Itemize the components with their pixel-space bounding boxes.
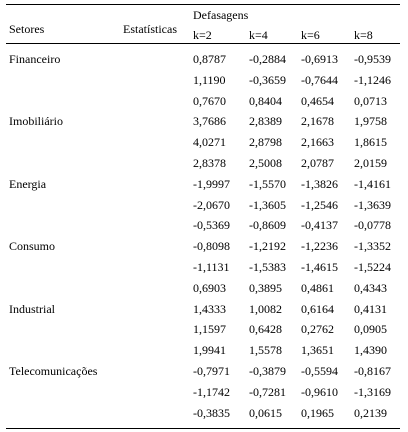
sector-label: Imobiliário: [9, 114, 63, 129]
sector-label: Industrial: [9, 301, 55, 316]
table-header-rule: [6, 43, 400, 44]
table-cell: 1,8615: [354, 135, 387, 150]
table-cell: 0,8404: [249, 93, 282, 108]
table-cell: 0,7670: [193, 93, 226, 108]
table-cell: 2,8798: [249, 135, 282, 150]
table-cell: -1,3605: [249, 197, 286, 212]
table-cell: 0,6903: [193, 280, 226, 295]
table-cell: -0,9539: [354, 52, 391, 66]
table-cell: 0,6164: [301, 301, 334, 316]
header-statistics: Estatísticas: [123, 22, 177, 36]
table-cell: 0,4131: [354, 301, 387, 316]
table-cell: -0,9610: [301, 384, 338, 399]
table-cell: -0,3879: [249, 364, 286, 378]
header-k-8: k=8: [354, 28, 373, 42]
table-cell: 1,3651: [301, 343, 334, 358]
sector-label: Financeiro: [9, 52, 61, 66]
table-cell: -0,7281: [249, 384, 286, 399]
header-sectors: Setores: [9, 22, 45, 36]
table-cell: 1,1597: [193, 322, 226, 337]
table-cell: -1,3639: [354, 197, 391, 212]
table-cell: 1,9941: [193, 343, 226, 358]
table-cell: 0,6428: [249, 322, 282, 337]
table-cell: -1,9997: [193, 176, 230, 191]
sector-label: Energia: [9, 176, 47, 191]
table-bottom-rule: [6, 428, 400, 429]
table-cell: -1,3826: [301, 176, 338, 191]
header-k-6: k=6: [301, 28, 320, 42]
header-k-2: k=2: [193, 28, 212, 42]
table-cell: 1,0082: [249, 301, 282, 316]
sector-label: Consumo: [9, 239, 56, 254]
table-cell: 2,0787: [301, 156, 334, 170]
table-cell: 0,4861: [301, 280, 334, 295]
table-cell: -0,8609: [249, 218, 286, 233]
table-cell: 1,9758: [354, 114, 387, 129]
table-cell: -0,7644: [301, 72, 338, 87]
header-lags: Defasagens: [193, 8, 249, 22]
table-cell: -0,4137: [301, 218, 338, 233]
table-cell: -0,7971: [193, 364, 230, 378]
table-cell: -0,2884: [249, 52, 286, 66]
table-cell: 1,4390: [354, 343, 387, 358]
table-cell: -0,0778: [354, 218, 391, 233]
table-cell: 0,8787: [193, 52, 226, 66]
table-cell: 1,4333: [193, 301, 226, 316]
table-cell: -1,5224: [354, 260, 391, 274]
table-cell: 2,0159: [354, 156, 387, 170]
table-cell: -0,3659: [249, 72, 286, 87]
table-cell: -0,6913: [301, 52, 338, 66]
table-cell: -1,4161: [354, 176, 391, 191]
table-cell: 0,2139: [354, 405, 387, 420]
table-top-rule: [6, 4, 400, 5]
table-cell: -0,5369: [193, 218, 230, 233]
table-cell: 0,4343: [354, 280, 387, 295]
table-cell: -1,2236: [301, 239, 338, 254]
table-cell: 1,1190: [193, 72, 226, 87]
table-cell: 2,1678: [301, 114, 334, 129]
table-cell: -1,1131: [193, 260, 230, 274]
table-cell: -0,3835: [193, 405, 230, 420]
table-cell: -1,1742: [193, 384, 230, 399]
table-cell: 0,2762: [301, 322, 334, 337]
table-cell: 0,0615: [249, 405, 282, 420]
header-k-4: k=4: [249, 28, 268, 42]
table-cell: -1,5570: [249, 176, 286, 191]
table-cell: -0,8098: [193, 239, 230, 254]
table-cell: -1,3169: [354, 384, 391, 399]
sector-label: Telecomunicações: [9, 364, 98, 378]
table-cell: -0,8167: [354, 364, 391, 378]
table-cell: -1,2192: [249, 239, 286, 254]
table-cell: 2,8378: [193, 156, 226, 170]
table-cell: 0,0713: [354, 93, 387, 108]
table-cell: -1,1246: [354, 72, 391, 87]
table-cell: -2,0670: [193, 197, 230, 212]
table-cell: 2,1663: [301, 135, 334, 150]
table-cell: 3,7686: [193, 114, 226, 129]
table-cell: 0,0905: [354, 322, 387, 337]
table-cell: 2,5008: [249, 156, 282, 170]
table-cell: 1,5578: [249, 343, 282, 358]
table-cell: -1,2546: [301, 197, 338, 212]
table-cell: 0,3895: [249, 280, 282, 295]
table-cell: -1,3352: [354, 239, 391, 254]
table-cell: -1,4615: [301, 260, 338, 274]
table-cell: 4,0271: [193, 135, 226, 150]
table-cell: 0,1965: [301, 405, 334, 420]
table-cell: -1,5383: [249, 260, 286, 274]
table-cell: -0,5594: [301, 364, 338, 378]
table-cell: 0,4654: [301, 93, 334, 108]
table-cell: 2,8389: [249, 114, 282, 129]
